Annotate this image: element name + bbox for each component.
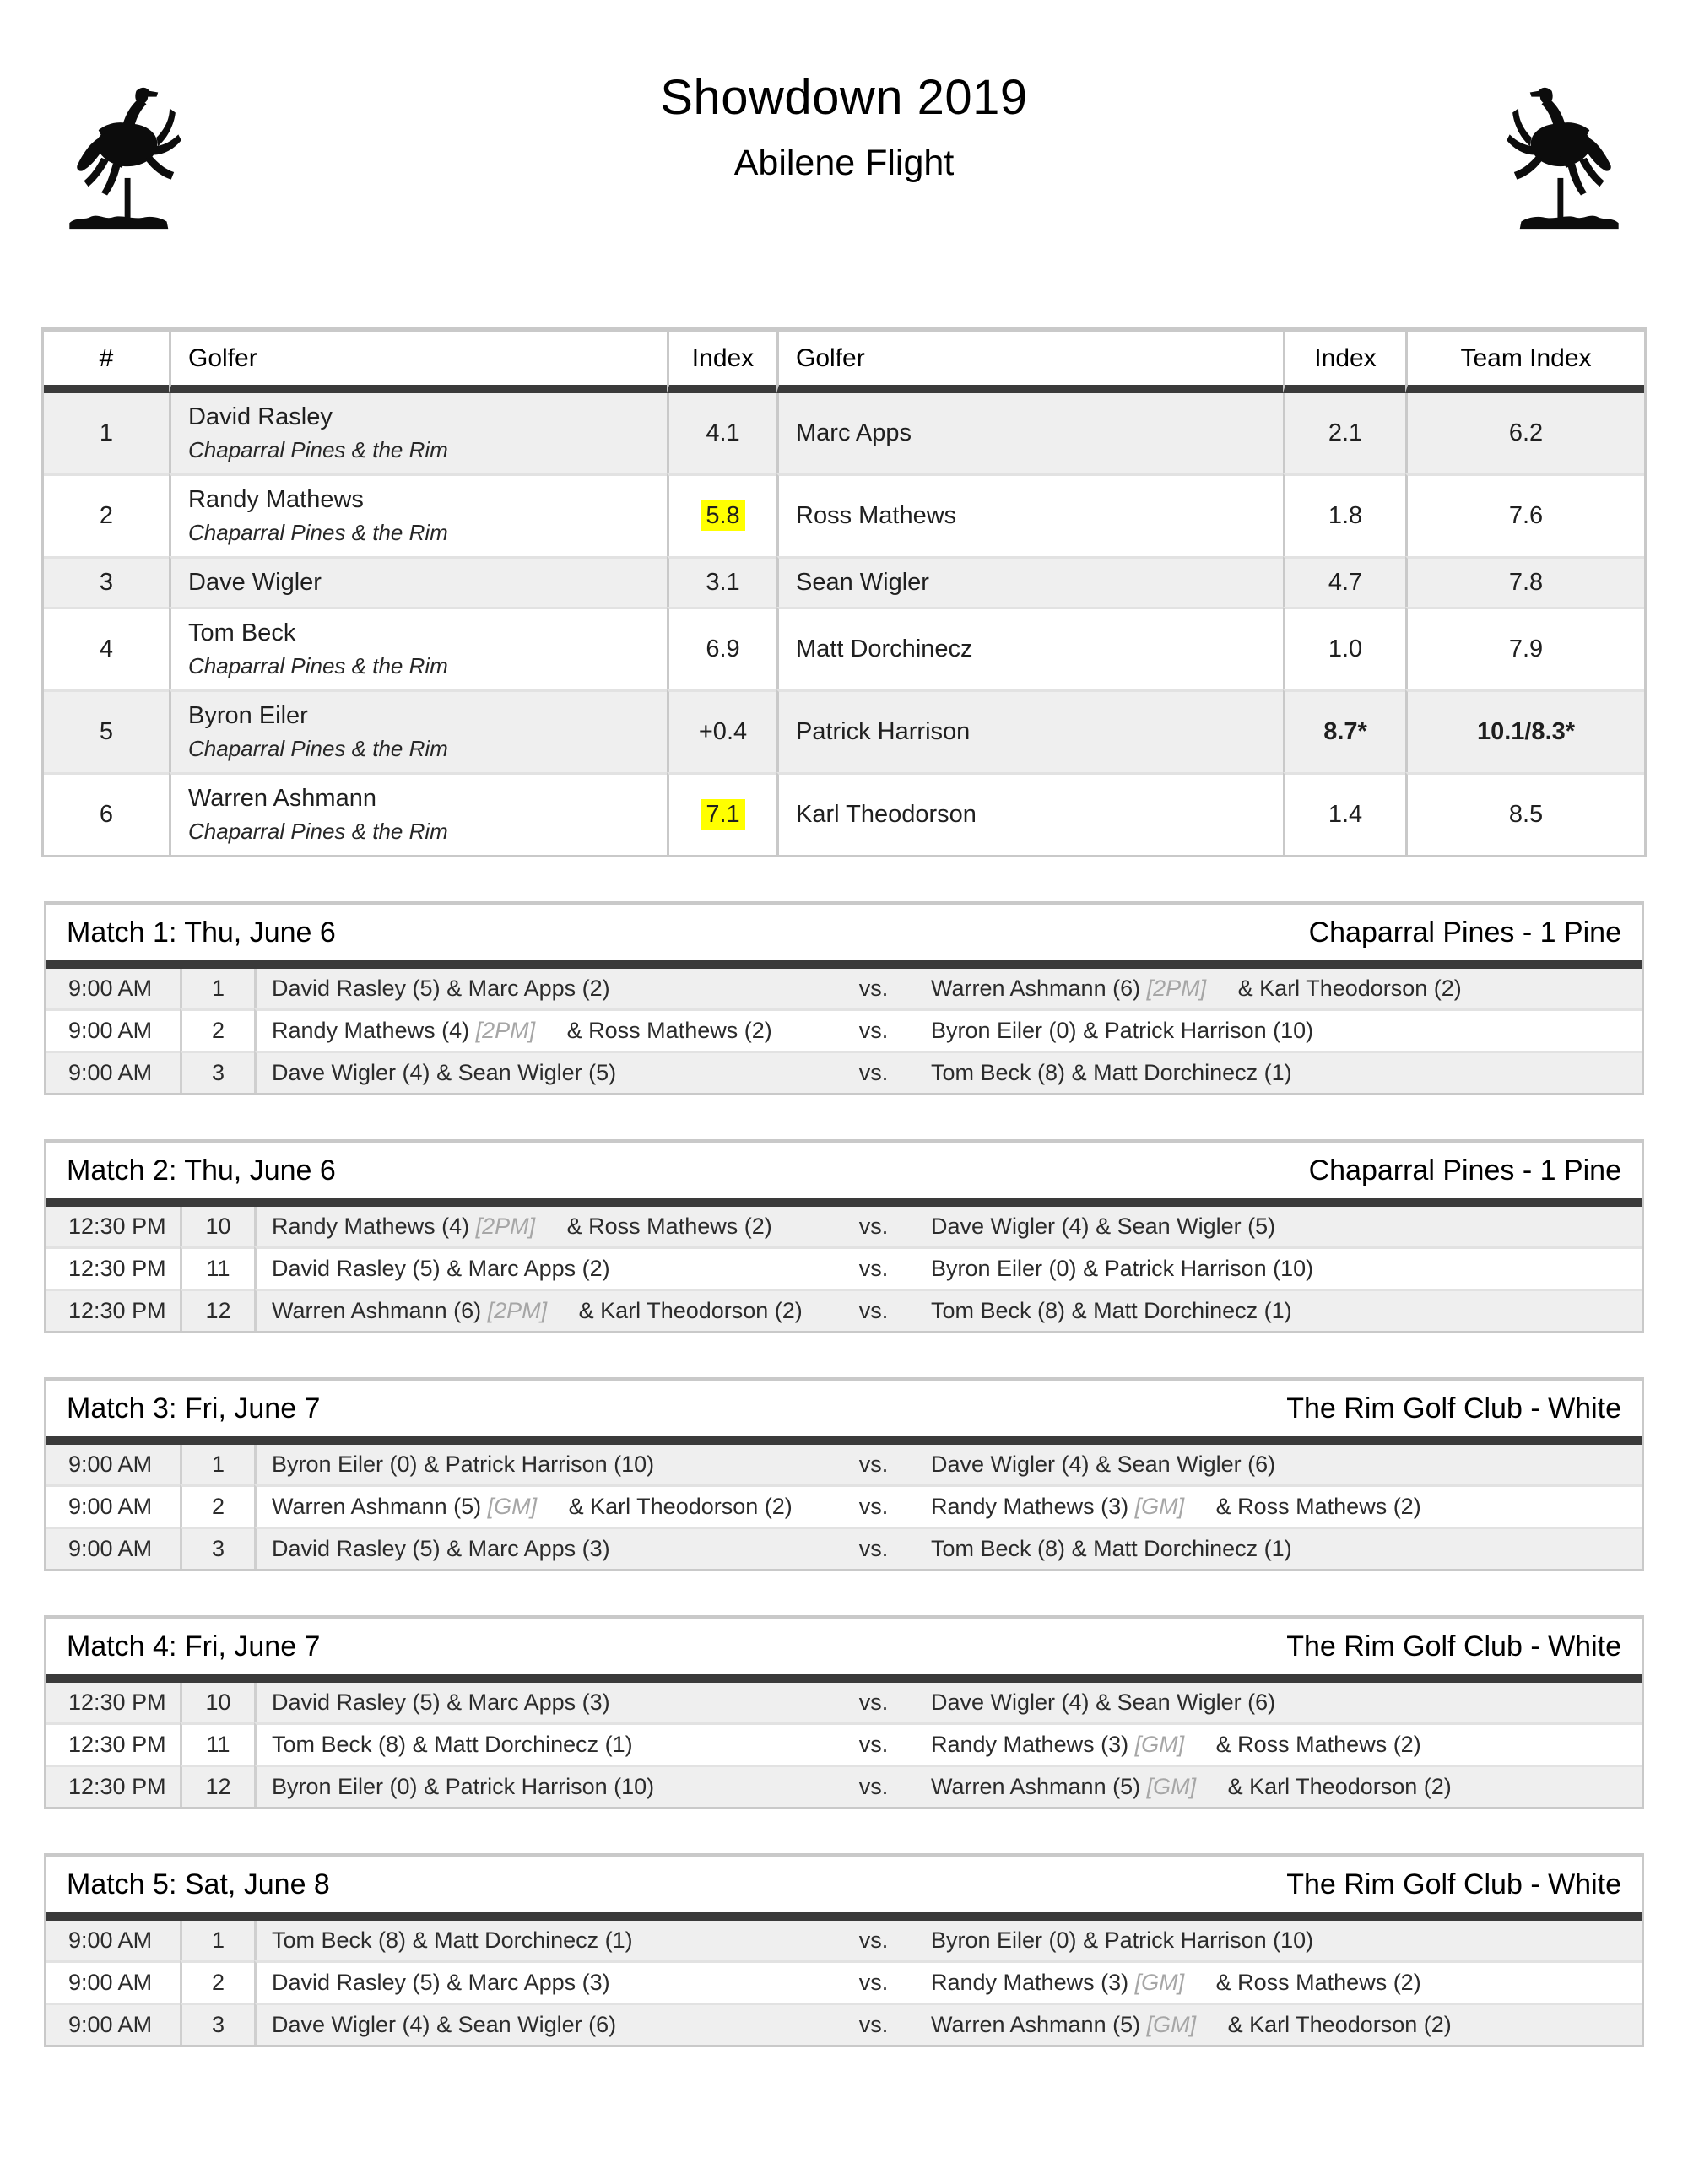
bucking-horse-rider-mirrored-icon	[1482, 78, 1627, 246]
match-row	[46, 1484, 1642, 1527]
row-number: 3	[44, 556, 169, 607]
team-index: 10.1/8.3*	[1476, 718, 1576, 745]
golfer2-index-cell	[1283, 393, 1405, 473]
roster-table	[41, 327, 1647, 857]
match-table	[46, 1207, 1642, 1331]
match-row	[46, 2003, 1642, 2045]
pairing-right-player2: & Patrick Harrison (10)	[1083, 1018, 1314, 1043]
team-index: 6.2	[1508, 419, 1544, 446]
golfer2-index: 8.7*	[1323, 718, 1367, 745]
pairing-left	[254, 1960, 831, 2003]
pairing-left	[254, 1765, 831, 1807]
match-rows	[46, 1683, 1642, 1807]
golfer2-index: 4.7	[1328, 569, 1363, 596]
team-index: 7.9	[1508, 635, 1544, 662]
match-location: The Rim Golf Club - White	[1286, 1392, 1621, 1424]
roster-row	[44, 556, 1644, 607]
pairing-left-player1: David Rasley (5)	[272, 976, 441, 1001]
match-header	[46, 1857, 1642, 1921]
group-number: 2	[180, 1484, 254, 1527]
row-number: 2	[44, 473, 169, 556]
pairing-left-player2: & Marc Apps (3)	[446, 1536, 610, 1561]
match-row	[46, 1921, 1642, 1960]
pairing-right-tag: [2PM]	[1146, 976, 1207, 1001]
versus-label: vs.	[831, 1008, 916, 1051]
versus-label: vs.	[831, 1445, 916, 1484]
pairing-right-player2: & Matt Dorchinecz (1)	[1071, 1536, 1292, 1561]
match-row	[46, 1008, 1642, 1051]
golfer2-index: 1.0	[1328, 635, 1363, 662]
match-section	[44, 1615, 1644, 1809]
pairing-right	[916, 1008, 1642, 1051]
pairing-left	[254, 1008, 831, 1051]
pairing-left-tag: [2PM]	[475, 1018, 536, 1043]
tee-time: 9:00 AM	[46, 1008, 180, 1051]
tee-time: 12:30 PM	[46, 1683, 180, 1722]
golfer1-club: Chaparral Pines & the Rim	[188, 819, 448, 844]
col-header-number: #	[44, 332, 169, 393]
match-header	[46, 1143, 1642, 1207]
versus-label: vs.	[831, 969, 916, 1008]
golfer2-index-cell	[1283, 473, 1405, 556]
pairing-right-player1: Randy Mathews (3)	[931, 1732, 1129, 1757]
match-row	[46, 1051, 1642, 1093]
pairing-right-tag: [GM]	[1146, 2012, 1197, 2037]
match-row	[46, 1960, 1642, 2003]
match-row	[46, 1246, 1642, 1289]
golfer1-index-cell	[667, 473, 776, 556]
golfer1-club: Chaparral Pines & the Rim	[188, 653, 448, 678]
pairing-left	[254, 1207, 831, 1246]
golfer1-index: 7.1	[701, 799, 744, 830]
pairing-left-player2: & Karl Theodorson (2)	[578, 1298, 803, 1323]
golfer2-cell	[776, 772, 1283, 855]
pairing-right-player1: Byron Eiler (0)	[931, 1018, 1077, 1043]
row-number: 4	[44, 607, 169, 689]
match-location: The Rim Golf Club - White	[1286, 1868, 1621, 1900]
versus-label: vs.	[831, 1527, 916, 1569]
pairing-right-tag: [GM]	[1134, 1732, 1185, 1757]
col-header-index-2: Index	[1283, 332, 1405, 393]
group-number: 10	[180, 1683, 254, 1722]
match-location: Chaparral Pines - 1 Pine	[1308, 916, 1621, 949]
versus-label: vs.	[831, 1051, 916, 1093]
roster-row	[44, 689, 1644, 772]
roster-row	[44, 772, 1644, 855]
golfer2-index-cell	[1283, 556, 1405, 607]
match-row	[46, 1207, 1642, 1246]
tee-time: 12:30 PM	[46, 1207, 180, 1246]
match-location: Chaparral Pines - 1 Pine	[1308, 1154, 1621, 1187]
golfer2-name: Ross Mathews	[796, 502, 957, 529]
golfer2-name: Matt Dorchinecz	[796, 635, 973, 662]
match-rows	[46, 1207, 1642, 1331]
pairing-right-player1: Randy Mathews (3)	[931, 1494, 1129, 1519]
tee-time: 12:30 PM	[46, 1289, 180, 1331]
pairing-right-player1: Tom Beck (8)	[931, 1536, 1066, 1561]
roster-row	[44, 393, 1644, 473]
row-number: 6	[44, 772, 169, 855]
pairing-left-player2: & Ross Mathews (2)	[566, 1214, 772, 1239]
pairing-left-player1: Warren Ashmann (6)	[272, 1298, 482, 1323]
versus-label: vs.	[831, 1765, 916, 1807]
pairing-left-player2: & Matt Dorchinecz (1)	[412, 1927, 633, 1953]
tee-time: 9:00 AM	[46, 2003, 180, 2045]
team-index-cell	[1405, 556, 1644, 607]
pairing-right-player2: & Karl Theodorson (2)	[1227, 1774, 1452, 1799]
pairing-right	[916, 1051, 1642, 1093]
pairing-right-tag: [GM]	[1146, 1774, 1197, 1799]
pairing-left	[254, 1289, 831, 1331]
row-number: 1	[44, 393, 169, 473]
pairing-right-player1: Dave Wigler (4)	[931, 1689, 1090, 1715]
pairing-right	[916, 1722, 1642, 1765]
group-number: 3	[180, 1527, 254, 1569]
group-number: 10	[180, 1207, 254, 1246]
group-number: 11	[180, 1246, 254, 1289]
match-row	[46, 1722, 1642, 1765]
team-index-cell	[1405, 473, 1644, 556]
pairing-left-player2: & Ross Mathews (2)	[566, 1018, 772, 1043]
pairing-right	[916, 1484, 1642, 1527]
versus-label: vs.	[831, 1246, 916, 1289]
pairing-right-player1: Randy Mathews (3)	[931, 1970, 1129, 1995]
match-table	[46, 1445, 1642, 1569]
tee-time: 9:00 AM	[46, 1445, 180, 1484]
pairing-left	[254, 969, 831, 1008]
match-row	[46, 1683, 1642, 1722]
pairing-left-player2: & Sean Wigler (5)	[436, 1060, 617, 1085]
match-header	[46, 1381, 1642, 1445]
match-row	[46, 1765, 1642, 1807]
golfer2-index-cell	[1283, 689, 1405, 772]
golfer2-cell	[776, 556, 1283, 607]
page-header	[0, 0, 1688, 184]
pairing-right-tag: [GM]	[1134, 1970, 1185, 1995]
versus-label: vs.	[831, 1484, 916, 1527]
pairing-left-player1: David Rasley (5)	[272, 1256, 441, 1281]
match-title: Match 5: Sat, June 8	[67, 1868, 330, 1900]
match-rows	[46, 1445, 1642, 1569]
pairing-left	[254, 1722, 831, 1765]
match-row	[46, 1527, 1642, 1569]
match-row	[46, 1445, 1642, 1484]
team-index-cell	[1405, 393, 1644, 473]
pairing-right-player1: Dave Wigler (4)	[931, 1451, 1090, 1477]
pairing-left-player2: & Patrick Harrison (10)	[424, 1774, 655, 1799]
pairing-left-player1: Randy Mathews (4)	[272, 1214, 470, 1239]
pairing-left-tag: [2PM]	[487, 1298, 548, 1323]
pairing-right	[916, 1921, 1642, 1960]
golfer1-name: Dave Wigler	[188, 569, 322, 596]
group-number: 3	[180, 2003, 254, 2045]
pairing-left-player2: & Marc Apps (2)	[446, 1256, 610, 1281]
pairing-right-player1: Byron Eiler (0)	[931, 1927, 1077, 1953]
group-number: 1	[180, 1445, 254, 1484]
golfer1-name: Warren Ashmann	[188, 785, 376, 812]
group-number: 2	[180, 1960, 254, 2003]
golfer1-index-cell	[667, 556, 776, 607]
tee-time: 9:00 AM	[46, 1051, 180, 1093]
match-header	[46, 1619, 1642, 1683]
pairing-left-player1: Tom Beck (8)	[272, 1732, 407, 1757]
golfer1-index-cell	[667, 772, 776, 855]
golfer2-cell	[776, 689, 1283, 772]
golfer1-cell	[169, 393, 667, 473]
team-index: 7.8	[1508, 569, 1544, 596]
golfer2-index-cell	[1283, 607, 1405, 689]
golfer2-cell	[776, 473, 1283, 556]
golfer1-club: Chaparral Pines & the Rim	[188, 736, 448, 761]
col-header-team-index: Team Index	[1405, 332, 1644, 393]
pairing-right-player2: & Patrick Harrison (10)	[1083, 1256, 1314, 1281]
match-table	[46, 1921, 1642, 2045]
pairing-left-player2: & Marc Apps (3)	[446, 1970, 610, 1995]
pairing-right-player2: & Karl Theodorson (2)	[1237, 976, 1462, 1001]
golfer1-cell	[169, 473, 667, 556]
versus-label: vs.	[831, 1207, 916, 1246]
pairing-left-player2: & Matt Dorchinecz (1)	[412, 1732, 633, 1757]
pairing-right	[916, 1683, 1642, 1722]
pairing-right-player1: Dave Wigler (4)	[931, 1214, 1090, 1239]
golfer1-index: +0.4	[698, 718, 748, 745]
match-row	[46, 1289, 1642, 1331]
match-header	[46, 905, 1642, 969]
pairing-right	[916, 1765, 1642, 1807]
pairing-left-player2: & Patrick Harrison (10)	[424, 1451, 655, 1477]
pairing-left-player1: David Rasley (5)	[272, 1689, 441, 1715]
match-row	[46, 969, 1642, 1008]
col-header-golfer-1: Golfer	[169, 332, 667, 393]
pairing-left-player2: & Sean Wigler (6)	[436, 2012, 617, 2037]
match-table	[46, 969, 1642, 1093]
group-number: 12	[180, 1289, 254, 1331]
pairing-left-player1: Randy Mathews (4)	[272, 1018, 470, 1043]
col-header-index-1: Index	[667, 332, 776, 393]
golfer2-index: 2.1	[1328, 419, 1363, 446]
team-index-cell	[1405, 772, 1644, 855]
pairing-right-player2: & Ross Mathews (2)	[1215, 1970, 1421, 1995]
row-number: 5	[44, 689, 169, 772]
pairing-left-player1: David Rasley (5)	[272, 1536, 441, 1561]
match-title: Match 3: Fri, June 7	[67, 1392, 321, 1424]
match-sections	[44, 901, 1644, 2047]
pairing-right	[916, 1289, 1642, 1331]
pairing-right-player1: Byron Eiler (0)	[931, 1256, 1077, 1281]
group-number: 3	[180, 1051, 254, 1093]
pairing-right-player2: & Matt Dorchinecz (1)	[1071, 1060, 1292, 1085]
pairing-left	[254, 2003, 831, 2045]
tee-time: 12:30 PM	[46, 1722, 180, 1765]
golfer1-index-cell	[667, 393, 776, 473]
pairing-right	[916, 2003, 1642, 2045]
roster-header-row	[44, 332, 1644, 393]
pairing-left-player1: Byron Eiler (0)	[272, 1451, 418, 1477]
pairing-right	[916, 1960, 1642, 2003]
golfer1-index: 5.8	[701, 500, 744, 531]
page-title: Showdown 2019	[660, 70, 1028, 125]
golfer1-cell	[169, 772, 667, 855]
pairing-right-player1: Tom Beck (8)	[931, 1060, 1066, 1085]
pairing-right	[916, 1246, 1642, 1289]
match-section	[44, 901, 1644, 1095]
golfer1-club: Chaparral Pines & the Rim	[188, 520, 448, 545]
pairing-left-player1: Tom Beck (8)	[272, 1927, 407, 1953]
golfer1-cell	[169, 607, 667, 689]
pairing-left	[254, 1683, 831, 1722]
pairing-right	[916, 969, 1642, 1008]
team-index: 8.5	[1508, 801, 1544, 828]
golfer2-cell	[776, 393, 1283, 473]
pairing-right	[916, 1207, 1642, 1246]
tee-time: 9:00 AM	[46, 1960, 180, 2003]
match-table	[46, 1683, 1642, 1807]
pairing-right-player2: & Matt Dorchinecz (1)	[1071, 1298, 1292, 1323]
tee-time: 9:00 AM	[46, 1527, 180, 1569]
golfer2-name: Marc Apps	[796, 419, 912, 446]
pairing-left-player1: Warren Ashmann (5)	[272, 1494, 482, 1519]
pairing-left-tag: [2PM]	[475, 1214, 536, 1239]
golfer1-name: Tom Beck	[188, 619, 296, 646]
group-number: 1	[180, 969, 254, 1008]
versus-label: vs.	[831, 1921, 916, 1960]
tee-time: 9:00 AM	[46, 1921, 180, 1960]
roster-row	[44, 473, 1644, 556]
versus-label: vs.	[831, 1289, 916, 1331]
golfer2-index-cell	[1283, 772, 1405, 855]
col-header-golfer-2: Golfer	[776, 332, 1283, 393]
tee-time: 12:30 PM	[46, 1765, 180, 1807]
golfer1-club: Chaparral Pines & the Rim	[188, 437, 448, 462]
pairing-left-player1: Dave Wigler (4)	[272, 2012, 430, 2037]
pairing-right	[916, 1527, 1642, 1569]
golfer1-cell	[169, 556, 667, 607]
pairing-left-player1: Byron Eiler (0)	[272, 1774, 418, 1799]
versus-label: vs.	[831, 1683, 916, 1722]
pairing-left	[254, 1246, 831, 1289]
match-title: Match 4: Fri, June 7	[67, 1630, 321, 1662]
page-subtitle: Abilene Flight	[733, 143, 955, 183]
tee-time: 9:00 AM	[46, 1484, 180, 1527]
golfer2-name: Patrick Harrison	[796, 718, 971, 745]
pairing-right-player2: & Sean Wigler (5)	[1096, 1214, 1276, 1239]
pairing-right-player2: & Ross Mathews (2)	[1215, 1732, 1421, 1757]
match-title: Match 1: Thu, June 6	[67, 916, 336, 949]
pairing-right-player2: & Patrick Harrison (10)	[1083, 1927, 1314, 1953]
golfer2-index: 1.8	[1328, 502, 1363, 529]
roster-row	[44, 607, 1644, 689]
pairing-left	[254, 1921, 831, 1960]
pairing-left-player2: & Marc Apps (3)	[446, 1689, 610, 1715]
golfer1-index: 4.1	[706, 419, 740, 446]
golfer2-name: Karl Theodorson	[796, 801, 977, 828]
match-section	[44, 1853, 1644, 2047]
golfer2-name: Sean Wigler	[796, 569, 929, 596]
pairing-right-player1: Warren Ashmann (5)	[931, 2012, 1141, 2037]
pairing-left-player2: & Marc Apps (2)	[446, 976, 610, 1001]
pairing-left	[254, 1051, 831, 1093]
match-rows	[46, 1921, 1642, 2045]
golfer1-name: Byron Eiler	[188, 702, 308, 729]
pairing-right	[916, 1445, 1642, 1484]
tee-time: 9:00 AM	[46, 969, 180, 1008]
pairing-right-player2: & Sean Wigler (6)	[1096, 1689, 1276, 1715]
bucking-horse-rider-icon	[61, 78, 206, 246]
pairing-right-player1: Warren Ashmann (6)	[931, 976, 1141, 1001]
team-index-cell	[1405, 607, 1644, 689]
pairing-left	[254, 1445, 831, 1484]
group-number: 1	[180, 1921, 254, 1960]
golfer1-index: 6.9	[706, 635, 740, 662]
tee-time: 12:30 PM	[46, 1246, 180, 1289]
roster-body	[44, 393, 1644, 855]
pairing-left-player1: Dave Wigler (4)	[272, 1060, 430, 1085]
match-section	[44, 1139, 1644, 1333]
pairing-right-player1: Warren Ashmann (5)	[931, 1774, 1141, 1799]
pairing-left-player2: & Karl Theodorson (2)	[568, 1494, 793, 1519]
match-location: The Rim Golf Club - White	[1286, 1630, 1621, 1662]
golfer1-cell	[169, 689, 667, 772]
golfer1-name: David Rasley	[188, 403, 333, 430]
pairing-left-player1: David Rasley (5)	[272, 1970, 441, 1995]
golfer1-index-cell	[667, 689, 776, 772]
versus-label: vs.	[831, 1960, 916, 2003]
golfer1-index-cell	[667, 607, 776, 689]
pairing-right-player2: & Ross Mathews (2)	[1215, 1494, 1421, 1519]
versus-label: vs.	[831, 2003, 916, 2045]
versus-label: vs.	[831, 1722, 916, 1765]
team-index-cell	[1405, 689, 1644, 772]
pairing-left	[254, 1484, 831, 1527]
match-title: Match 2: Thu, June 6	[67, 1154, 336, 1187]
pairing-right-player2: & Sean Wigler (6)	[1096, 1451, 1276, 1477]
pairing-right-player1: Tom Beck (8)	[931, 1298, 1066, 1323]
match-rows	[46, 969, 1642, 1093]
golfer2-cell	[776, 607, 1283, 689]
match-section	[44, 1377, 1644, 1571]
pairing-right-tag: [GM]	[1134, 1494, 1185, 1519]
golfer1-name: Randy Mathews	[188, 486, 364, 513]
group-number: 2	[180, 1008, 254, 1051]
pairing-right-player2: & Karl Theodorson (2)	[1227, 2012, 1452, 2037]
group-number: 12	[180, 1765, 254, 1807]
group-number: 11	[180, 1722, 254, 1765]
golfer1-index: 3.1	[706, 569, 740, 596]
pairing-left	[254, 1527, 831, 1569]
team-index: 7.6	[1508, 502, 1544, 529]
golfer2-index: 1.4	[1328, 801, 1363, 828]
pairing-left-tag: [GM]	[487, 1494, 538, 1519]
